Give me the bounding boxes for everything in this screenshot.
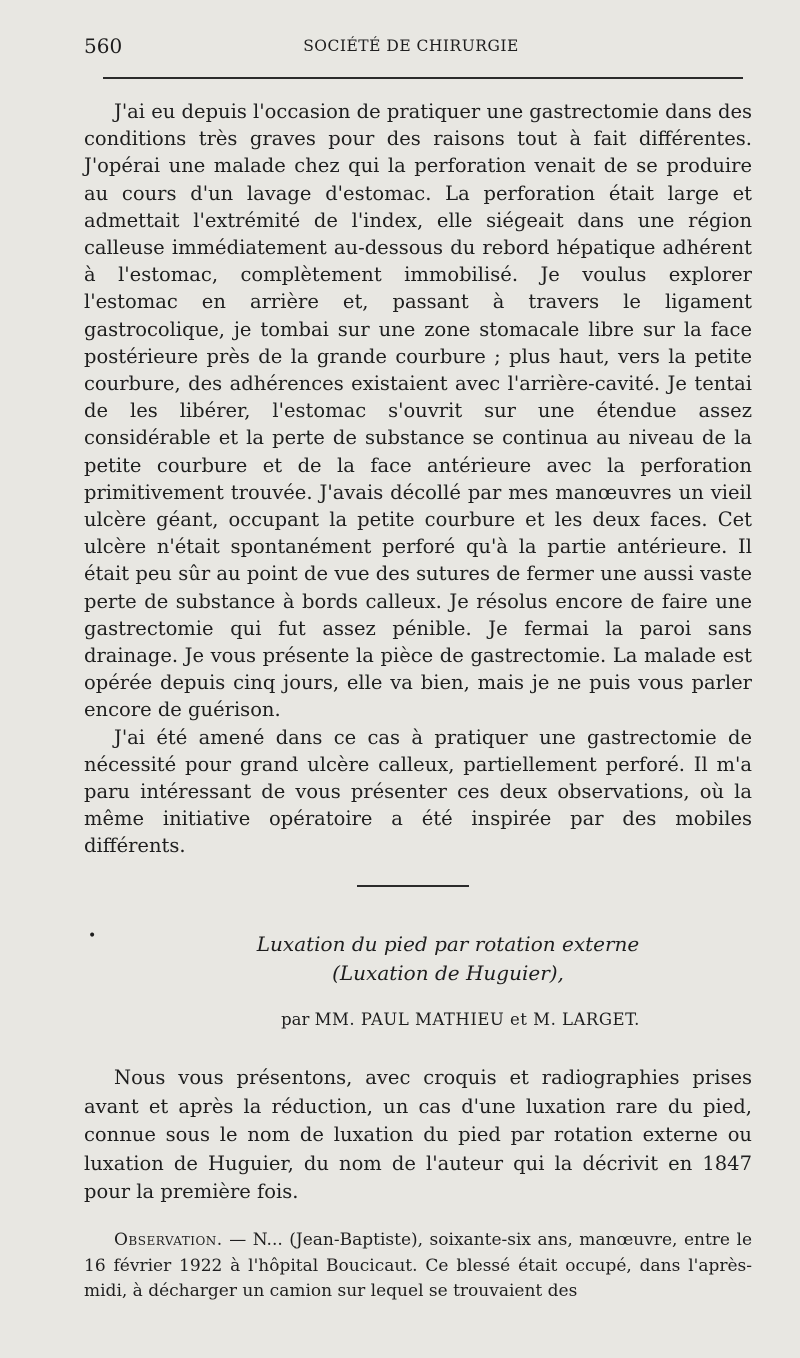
observation-block [84,1228,752,1305]
observation-paragraph [84,1228,752,1305]
section-divider [357,885,469,887]
margin-dot: • [88,928,97,944]
page-number: 560 [84,34,123,58]
intro-paragraph: Nous vous présentons, avec croquis et radiographies prises avant et après la réduction, un cas d'une luxation rare du pied, connue sous le nom de luxation du pied par rotation externe ou luxation de Huguier, du nom de l'auteur qui la décrivit en 1847 pour la première fois. [84,1066,752,1203]
report-text [84,98,752,860]
article-title-line-1: Luxation du pied par rotation externe [256,932,640,956]
running-title: SOCIÉTÉ DE CHIRURGIE [303,37,519,55]
page-header [84,34,738,64]
header-rule [103,77,743,79]
article-title-line-2: (Luxation de Huguier), [332,961,564,985]
paragraph-2: J'ai été amené dans ce cas à pratiquer une gastrectomie de nécessité pour grand ulcère calleux, partiellement perforé. Il m'a paru intéressant de vous présenter ces deux observations, où la même initiative opératoire a été inspirée par des mobiles différents. [84,725,752,858]
authors-names: MM. PAUL MATHIEU et M. LARGET. [314,1010,640,1029]
observation-text: — N... (Jean-Baptiste), soixante-six ans, manœuvre, entre le 16 février 1922 à l'hôpital Boucicaut. Ce blessé était occupé, dans l'après-midi, à décharger un camion sur lequel se trouvaient des [84,1230,752,1301]
article-authors [84,1010,752,1029]
paragraph-1: J'ai eu depuis l'occasion de pratiquer une gastrectomie dans des conditions très graves pour des raisons tout à fait différentes. J'opérai une malade chez qui la perforation venait de se produire au cours d'un lavage d'estomac. La perforation était large et admettait l'extrémité de l'index, elle siégeait dans une région calleuse immédiatement au-dessous du rebord hépatique adhérent à l'estomac, complètement immobilisé. Je voulus explorer l'estomac en arrière et, passant à travers le ligament gastrocolique, je tombai sur une zone stomacale libre sur la face postérieure près de la grande courbure ; plus haut, vers la petite courbure, des adhérences existaient avec l'arrière-cavité. Je tentai de les libérer, l'estomac s'ouvrit sur une étendue assez considérable et la perte de substance se continua au niveau de la petite courbure et de la face antérieure avec la perforation primitivement trouvée. J'avais décollé par mes manœuvres un vieil ulcère géant, occupant la petite courbure et les deux faces. Cet ulcère n'était spontanément perforé qu'à la partie antérieure. Il était peu sûr au point de vue des sutures de fermer une aussi vaste perte de substance à bords calleux. Je résolus encore de faire une gastrectomie qui fut assez pénible. Je fermai la paroi sans drainage. Je vous présente la pièce de gastrectomie. La malade est opérée depuis cinq jours, elle va bien, mais je ne puis vous parler encore de guérison. [84,100,752,722]
observation-label: Observation. [114,1230,223,1250]
article-intro [84,1064,752,1207]
authors-prefix: par [281,1010,310,1029]
article-title [84,930,752,988]
